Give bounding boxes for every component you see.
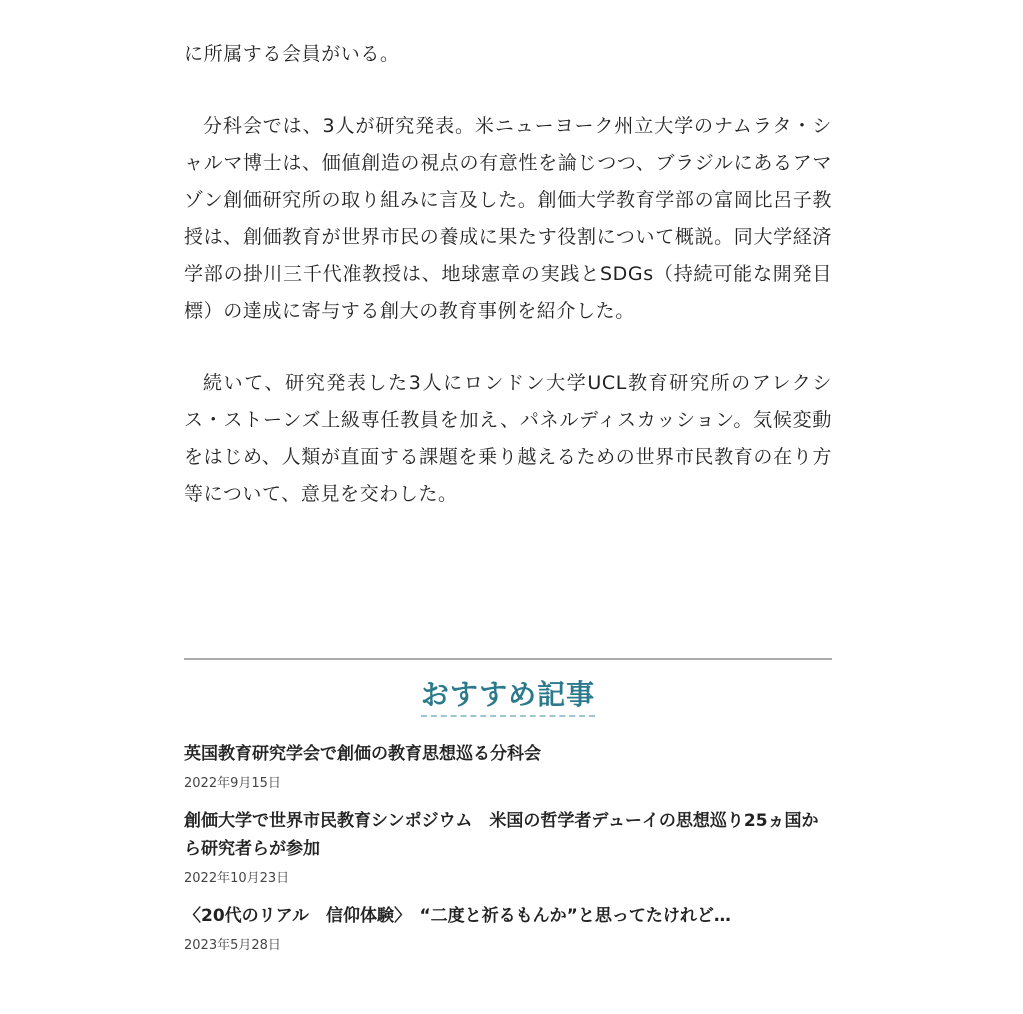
list-item: [184, 807, 832, 888]
article-paragraph-3: 続いて、研究発表した3人にロンドン大学UCL教育研究所のアレクシス・ストーンズ上級専任教員を加え、パネルディスカッション。気候変動をはじめ、人類が直面する課題を乗り越えるための世界市民教育の在り方等について、意見を交わした。: [184, 372, 832, 505]
recommended-article-date: 2022年9月15日: [184, 776, 281, 791]
article-body: [184, 36, 832, 513]
list-item: [184, 902, 832, 955]
article-paragraph-1: に所属する会員がいる。: [184, 43, 400, 65]
recommended-header: [184, 676, 832, 717]
recommended-list: [184, 740, 832, 969]
recommended-article-link[interactable]: 創価大学で世界市民教育シンポジウム 米国の哲学者デューイの思想巡り25ヵ国から研究者らが参加: [184, 811, 819, 859]
recommended-article-date: 2022年10月23日: [184, 871, 290, 886]
section-divider: [184, 658, 832, 660]
recommended-heading: おすすめ記事: [421, 676, 595, 717]
list-item: [184, 740, 832, 793]
recommended-article-link[interactable]: 〈20代のリアル 信仰体験〉 “二度と祈るもんか”と思ってたけれど…: [184, 906, 731, 926]
recommended-article-link[interactable]: 英国教育研究学会で創価の教育思想巡る分科会: [184, 744, 541, 764]
recommended-article-date: 2023年5月28日: [184, 938, 281, 953]
article-paragraph-2: 分科会では、3人が研究発表。米ニューヨーク州立大学のナムラタ・シャルマ博士は、価値創造の視点の有意性を論じつつ、ブラジルにあるアマゾン創価研究所の取り組みに言及した。創価大学教育学部の富岡比呂子教授は、創価教育が世界市民の養成に果たす役割について概説。同大学経済学部の掛川三千代准教授は、地球憲章の実践とSDGs（持続可能な開発目標）の達成に寄与する創大の教育事例を紹介した。: [184, 115, 832, 322]
